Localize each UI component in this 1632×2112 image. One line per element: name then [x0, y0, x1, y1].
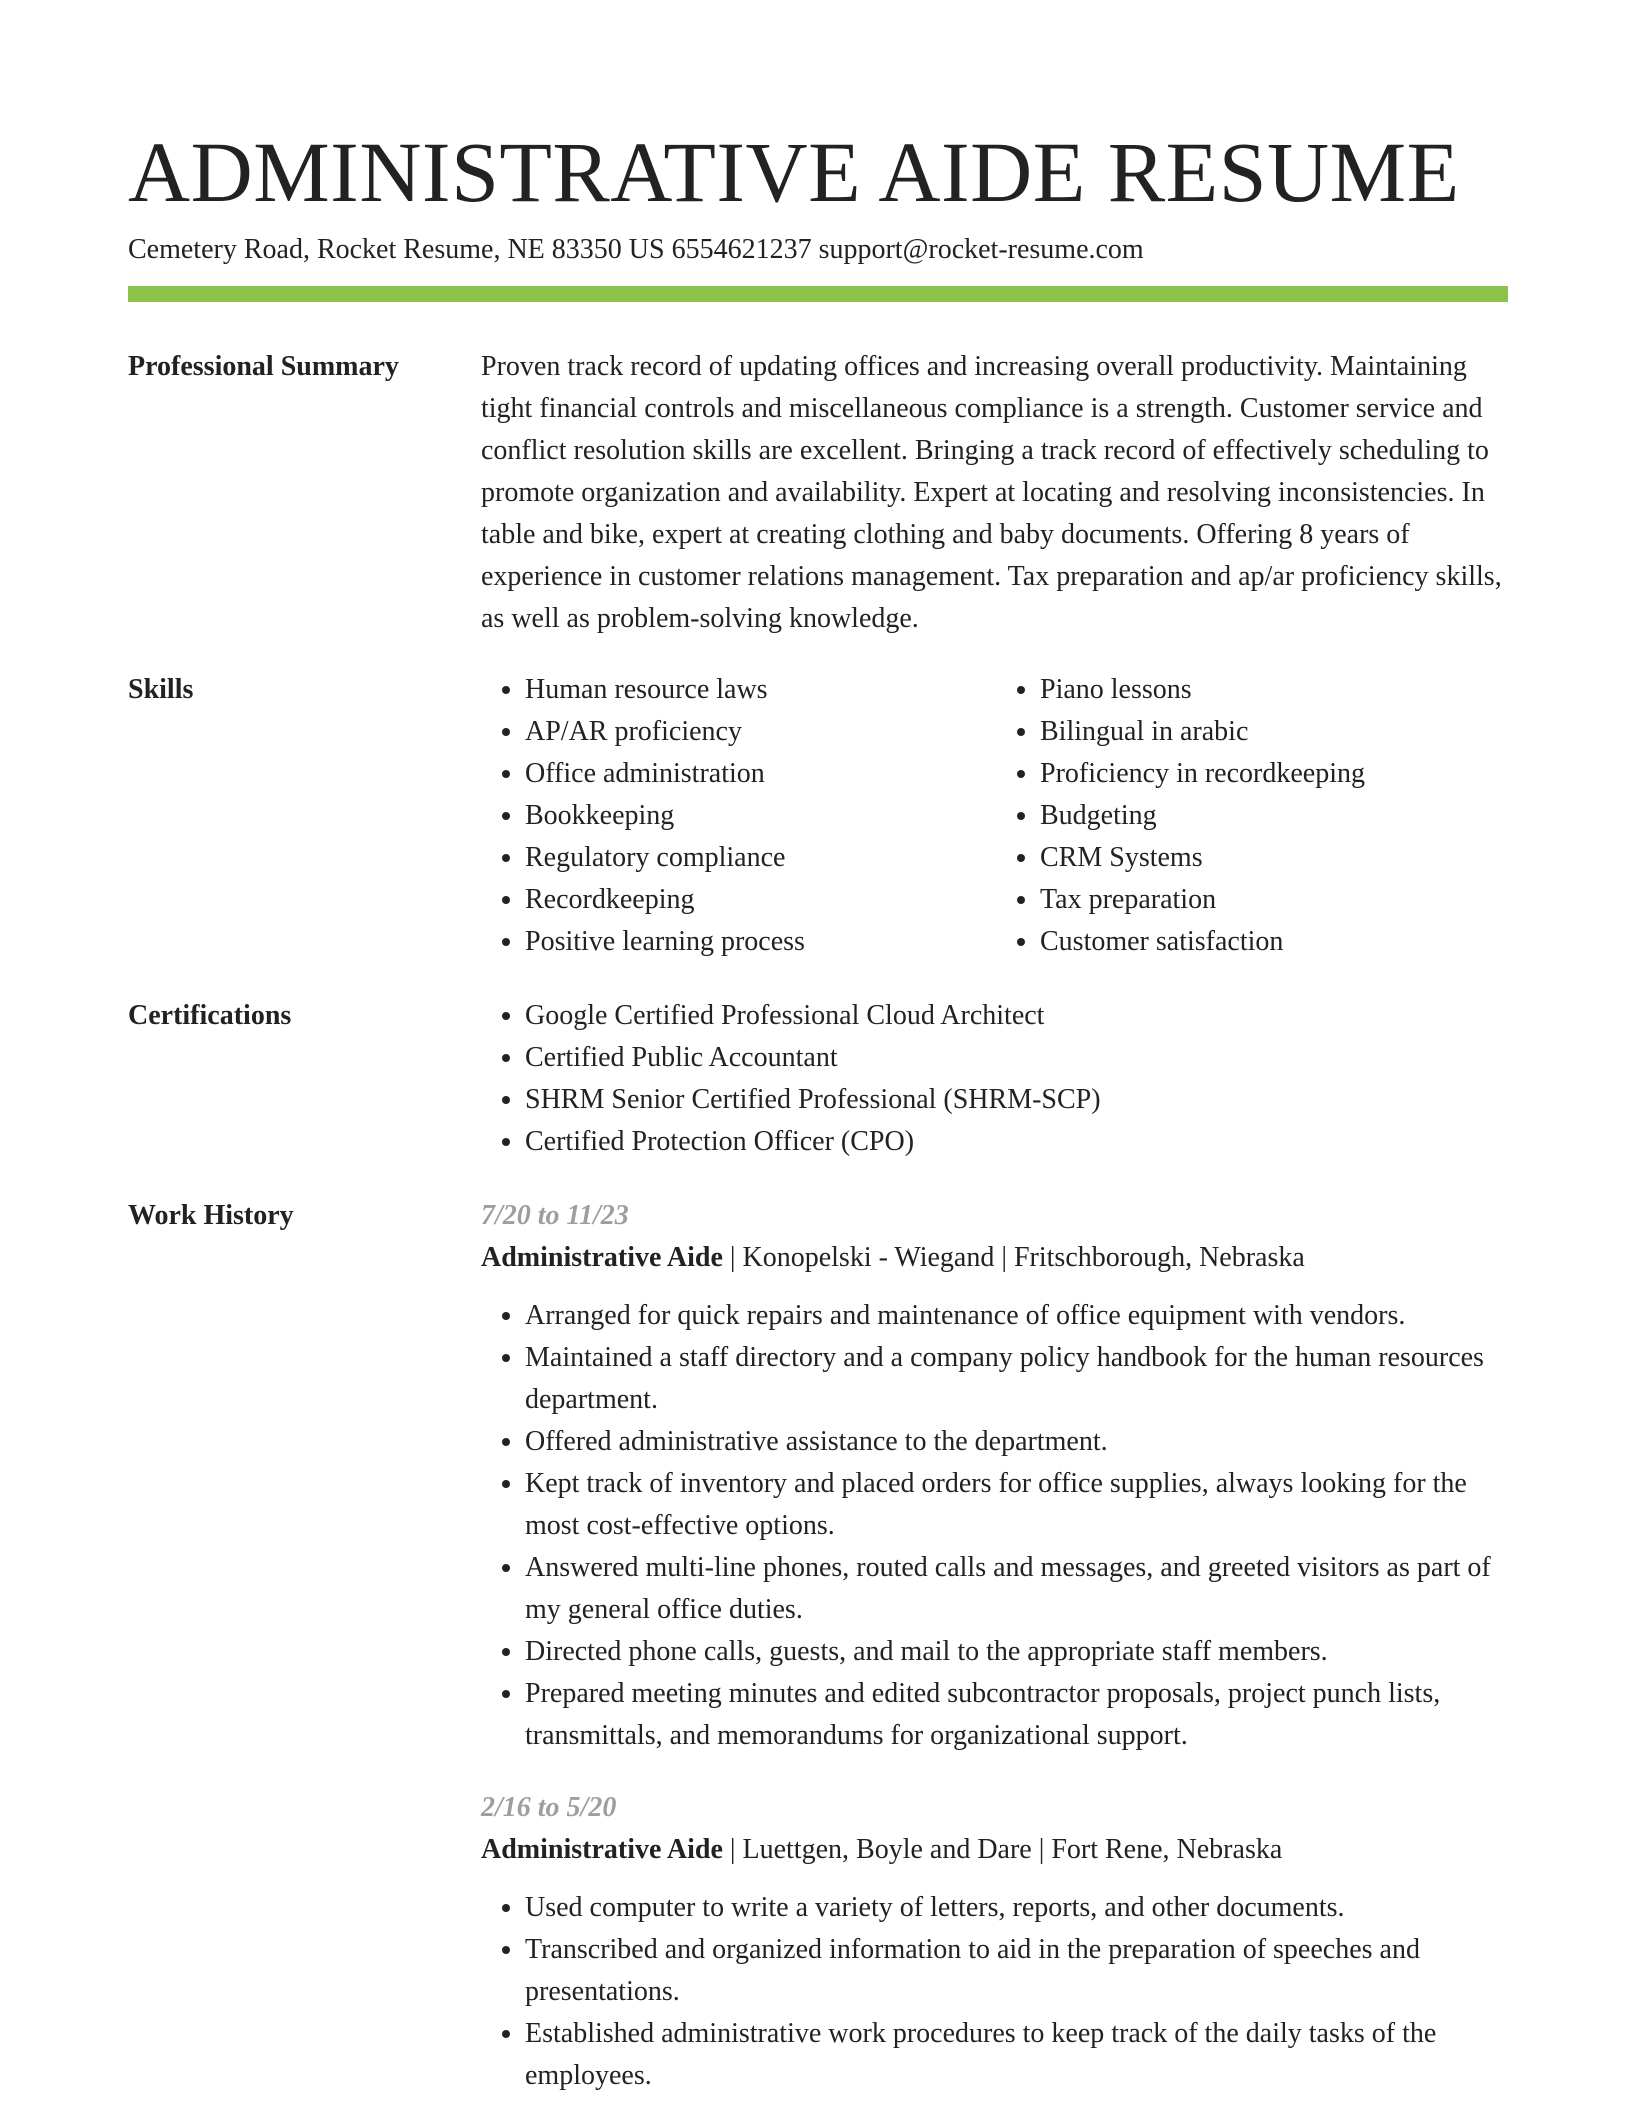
accent-divider	[128, 286, 1508, 302]
job-title-line	[481, 1829, 1511, 1871]
job-entry	[481, 1787, 1511, 2097]
job-company-location: | Konopelski - Wiegand | Fritschborough, Nebraska	[722, 1242, 1305, 1273]
skill-item: • Tax preparation	[1040, 879, 1511, 921]
job-duty: • Used computer to write a variety of letters, reports, and other documents.	[525, 1887, 1511, 1929]
certification-item: • SHRM Senior Certified Professional (SHRM-SCP)	[525, 1079, 1511, 1121]
job-duty: • Answered multi-line phones, routed calls and messages, and greeted visitors as part of my general office duties.	[525, 1547, 1511, 1631]
certifications-list	[481, 995, 1511, 1163]
certification-item: • Certified Protection Officer (CPO)	[525, 1121, 1511, 1163]
job-duty: • Maintained a staff directory and a company policy handbook for the human resources department.	[525, 1337, 1511, 1421]
job-dates: 7/20 to 11/23	[481, 1200, 629, 1231]
skill-item: • Bookkeeping	[525, 795, 996, 837]
job-duty: • Directed phone calls, guests, and mail to the appropriate staff members.	[525, 1631, 1511, 1673]
job-duty: • Established administrative work procedures to keep track of the daily tasks of the employees.	[525, 2013, 1511, 2097]
job-dates: 2/16 to 5/20	[481, 1792, 617, 1823]
skills-list-left	[481, 669, 996, 963]
contact-line: Cemetery Road, Rocket Resume, NE 83350 US 6554621237 support@rocket-resume.com	[128, 234, 1144, 265]
resume-title: ADMINISTRATIVE AIDE RESUME	[128, 124, 1460, 220]
skill-item: • Recordkeeping	[525, 879, 996, 921]
skill-item: • Proficiency in recordkeeping	[1040, 753, 1511, 795]
job-role: Administrative Aide	[481, 1242, 723, 1273]
skill-item: • Customer satisfaction	[1040, 921, 1511, 963]
job-duties-list	[481, 1295, 1511, 1757]
job-title-line	[481, 1237, 1511, 1279]
certifications-label: Certifications	[128, 1000, 292, 1031]
job-role: Administrative Aide	[481, 1834, 723, 1865]
skill-item: • Piano lessons	[1040, 669, 1511, 711]
job-duties-list	[481, 1887, 1511, 2097]
job-duty: • Transcribed and organized information to aid in the preparation of speeches and presentations.	[525, 1929, 1511, 2013]
skill-item: • Office administration	[525, 753, 996, 795]
skills-list-right	[996, 669, 1511, 963]
job-duty: • Prepared meeting minutes and edited subcontractor proposals, project punch lists, transmittals, and memorandums for organizational support.	[525, 1673, 1511, 1757]
certification-item: • Certified Public Accountant	[525, 1037, 1511, 1079]
certification-item: • Google Certified Professional Cloud Architect	[525, 995, 1511, 1037]
job-duty: • Kept track of inventory and placed orders for office supplies, always looking for the most cost-effective options.	[525, 1463, 1511, 1547]
job-duty: • Arranged for quick repairs and maintenance of office equipment with vendors.	[525, 1295, 1511, 1337]
job-entry	[481, 1195, 1511, 1757]
job-duty: • Offered administrative assistance to the department.	[525, 1421, 1511, 1463]
skill-item: • Budgeting	[1040, 795, 1511, 837]
skill-item: • AP/AR proficiency	[525, 711, 996, 753]
skill-item: • Bilingual in arabic	[1040, 711, 1511, 753]
job-company-location: | Luettgen, Boyle and Dare | Fort Rene, Nebraska	[722, 1834, 1283, 1865]
summary-text: Proven track record of updating offices and increasing overall productivity. Maintaining tight financial controls and miscellaneous compliance is a strength. Customer service and conflict resolution skills are excellent. Bringing a track record of effectively scheduling to promote organization and availability. Expert at locating and resolving inconsistencies. In table and bike, expert at creating clothing and baby documents. Offering 8 years of experience in customer relations management. Tax preparation and ap/ar proficiency skills, as well as problem-solving knowledge.	[481, 351, 1502, 634]
skill-item: • Human resource laws	[525, 669, 996, 711]
skill-item: • Positive learning process	[525, 921, 996, 963]
skill-item: • CRM Systems	[1040, 837, 1511, 879]
skill-item: • Regulatory compliance	[525, 837, 996, 879]
work-history-label: Work History	[128, 1200, 294, 1231]
summary-label: Professional Summary	[128, 351, 399, 382]
skills-label: Skills	[128, 674, 194, 705]
